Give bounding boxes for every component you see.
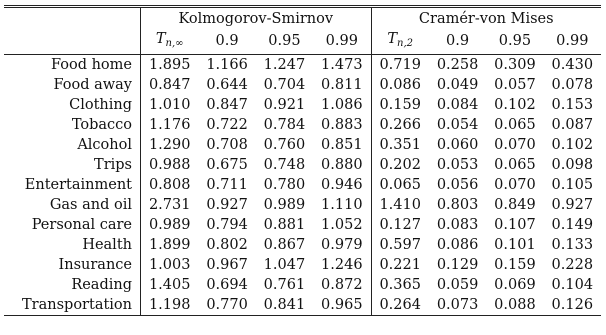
row-label: Entertainment xyxy=(4,175,141,195)
empty-corner-cell xyxy=(4,7,141,30)
ks-value-cell: 1.899 xyxy=(148,237,191,253)
ks-value-cell: 0.794 xyxy=(206,217,248,233)
cvm-value-cell: 0.069 xyxy=(494,277,536,293)
cvm-value-cell: 0.228 xyxy=(551,257,594,273)
ks-value-cell: 0.988 xyxy=(148,157,191,173)
cvm-value-cell: 0.104 xyxy=(551,277,594,293)
ks-value-cell: 0.851 xyxy=(321,137,363,153)
ks-value-cell: 0.847 xyxy=(148,77,191,93)
table-row xyxy=(4,235,601,255)
row-label: Insurance xyxy=(4,255,141,275)
ks-value-cell: 0.644 xyxy=(206,77,248,93)
cvm-value-cell: 0.202 xyxy=(371,155,429,175)
table-row xyxy=(4,215,601,235)
table-row xyxy=(4,95,601,115)
cvm-statistic-header xyxy=(371,29,429,55)
table-row xyxy=(4,195,601,215)
ks-quantile-header-095: 0.95 xyxy=(256,29,313,55)
table-row xyxy=(4,275,601,295)
ks-value-cell: 2.731 xyxy=(148,197,191,213)
table-row xyxy=(4,295,601,316)
ks-value-cell: 0.748 xyxy=(263,157,306,173)
cvm-value-cell: 0.849 xyxy=(494,197,536,213)
cvm-value-cell: 0.153 xyxy=(551,97,594,113)
ks-value-cell: 1.405 xyxy=(148,277,191,293)
cvm-value-cell: 0.070 xyxy=(494,177,536,193)
cvm-value-cell: 0.351 xyxy=(371,135,429,155)
row-label: Transportation xyxy=(4,295,141,316)
ks-value-cell: 0.675 xyxy=(206,157,248,173)
cvm-group-header: Cramér-von Mises xyxy=(371,7,601,30)
table-header xyxy=(4,7,601,55)
ks-value-cell: 0.989 xyxy=(263,197,306,213)
ks-value-cell: 1.110 xyxy=(321,197,363,213)
row-label: Reading xyxy=(4,275,141,295)
cvm-value-cell: 0.309 xyxy=(494,57,536,73)
cvm-quantile-header-095: 0.95 xyxy=(486,29,543,55)
cvm-value-cell: 0.086 xyxy=(371,75,429,95)
row-label: Clothing xyxy=(4,95,141,115)
results-table-container xyxy=(4,5,601,316)
empty-label-header xyxy=(4,29,141,55)
cvm-value-cell: 0.927 xyxy=(551,197,594,213)
ks-value-cell: 0.708 xyxy=(206,137,248,153)
ks-value-cell: 0.989 xyxy=(148,217,191,233)
cvm-value-cell: 0.258 xyxy=(436,57,479,73)
cvm-value-cell: 0.078 xyxy=(551,77,594,93)
cvm-value-cell: 0.221 xyxy=(371,255,429,275)
cvm-value-cell: 0.060 xyxy=(436,137,479,153)
cvm-value-cell: 0.803 xyxy=(436,197,479,213)
ks-value-cell: 0.722 xyxy=(206,117,248,133)
cvm-value-cell: 0.088 xyxy=(486,295,543,316)
ks-value-cell: 1.895 xyxy=(148,57,191,73)
row-label: Health xyxy=(4,235,141,255)
row-label: Personal care xyxy=(4,215,141,235)
ks-value-cell: 0.927 xyxy=(206,197,248,213)
table-row xyxy=(4,75,601,95)
cvm-value-cell: 0.102 xyxy=(494,97,536,113)
ks-value-cell: 0.881 xyxy=(263,217,306,233)
cvm-value-cell: 0.126 xyxy=(544,295,601,316)
table-row xyxy=(4,155,601,175)
row-label: Food away xyxy=(4,75,141,95)
cvm-value-cell: 1.410 xyxy=(371,195,429,215)
ks-value-cell: 1.003 xyxy=(148,257,191,273)
cvm-quantile-header-090: 0.9 xyxy=(429,29,486,55)
ks-value-cell: 0.711 xyxy=(206,177,248,193)
ks-quantile-header-090: 0.9 xyxy=(198,29,255,55)
ks-value-cell: 0.872 xyxy=(321,277,363,293)
ks-value-cell: 1.047 xyxy=(263,257,306,273)
cvm-value-cell: 0.430 xyxy=(551,57,594,73)
cvm-value-cell: 0.087 xyxy=(551,117,594,133)
cvm-value-cell: 0.266 xyxy=(371,115,429,135)
ks-value-cell: 0.808 xyxy=(148,177,191,193)
cvm-value-cell: 0.149 xyxy=(551,217,594,233)
ks-value-cell: 1.247 xyxy=(263,57,306,73)
ks-value-cell: 0.811 xyxy=(321,77,363,93)
ks-value-cell: 0.965 xyxy=(313,295,371,316)
ks-statistic-header xyxy=(141,29,199,55)
ks-value-cell: 1.052 xyxy=(321,217,363,233)
table-body xyxy=(4,55,601,316)
row-label: Alcohol xyxy=(4,135,141,155)
ks-value-cell: 0.946 xyxy=(321,177,363,193)
cvm-value-cell: 0.054 xyxy=(436,117,479,133)
row-label: Tobacco xyxy=(4,115,141,135)
ks-value-cell: 1.176 xyxy=(148,117,191,133)
cvm-value-cell: 0.049 xyxy=(436,77,479,93)
ks-value-cell: 0.780 xyxy=(263,177,306,193)
cvm-quantile-header-099: 0.99 xyxy=(544,29,601,55)
ks-value-cell: 1.086 xyxy=(321,97,363,113)
ks-value-cell: 0.784 xyxy=(263,117,306,133)
table-row xyxy=(4,175,601,195)
column-header-row xyxy=(4,29,601,55)
ks-value-cell: 0.761 xyxy=(263,277,306,293)
table-row xyxy=(4,135,601,155)
ks-value-cell: 0.867 xyxy=(263,237,306,253)
group-header-row xyxy=(4,7,601,30)
cvm-value-cell: 0.065 xyxy=(494,117,536,133)
ks-value-cell: 0.921 xyxy=(263,97,306,113)
ks-value-cell: 1.198 xyxy=(141,295,199,316)
ks-group-header: Kolmogorov-Smirnov xyxy=(141,7,372,30)
table-row xyxy=(4,115,601,135)
table-row xyxy=(4,55,601,76)
cvm-value-cell: 0.159 xyxy=(494,257,536,273)
cvm-value-cell: 0.105 xyxy=(551,177,594,193)
ks-value-cell: 1.166 xyxy=(206,57,248,73)
ks-value-cell: 1.473 xyxy=(321,57,363,73)
cvm-value-cell: 0.053 xyxy=(436,157,479,173)
cvm-value-cell: 0.107 xyxy=(494,217,536,233)
cvm-value-cell: 0.070 xyxy=(494,137,536,153)
row-label: Food home xyxy=(4,55,141,76)
cvm-value-cell: 0.101 xyxy=(494,237,536,253)
ks-quantile-header-099: 0.99 xyxy=(313,29,371,55)
ks-value-cell: 0.694 xyxy=(206,277,248,293)
cvm-value-cell: 0.083 xyxy=(436,217,479,233)
ks-value-cell: 0.880 xyxy=(321,157,363,173)
ks-value-cell: 0.841 xyxy=(256,295,313,316)
ks-value-cell: 0.979 xyxy=(321,237,363,253)
cvm-value-cell: 0.264 xyxy=(371,295,429,316)
ks-value-cell: 0.847 xyxy=(206,97,248,113)
cvm-value-cell: 0.159 xyxy=(371,95,429,115)
ks-value-cell: 0.704 xyxy=(263,77,306,93)
cvm-value-cell: 0.057 xyxy=(494,77,536,93)
cvm-value-cell: 0.719 xyxy=(371,55,429,76)
cvm-stat-symbol: T xyxy=(387,31,398,47)
cvm-value-cell: 0.065 xyxy=(494,157,536,173)
row-label: Trips xyxy=(4,155,141,175)
results-table xyxy=(4,5,601,316)
ks-value-cell: 0.802 xyxy=(206,237,248,253)
cvm-value-cell: 0.133 xyxy=(551,237,594,253)
ks-value-cell: 0.883 xyxy=(321,117,363,133)
ks-value-cell: 1.290 xyxy=(148,137,191,153)
cvm-value-cell: 0.127 xyxy=(371,215,429,235)
cvm-value-cell: 0.056 xyxy=(436,177,479,193)
cvm-value-cell: 0.059 xyxy=(436,277,479,293)
ks-stat-symbol: T xyxy=(155,31,166,47)
ks-value-cell: 0.967 xyxy=(206,257,248,273)
cvm-value-cell: 0.365 xyxy=(371,275,429,295)
ks-value-cell: 1.010 xyxy=(148,97,191,113)
cvm-value-cell: 0.129 xyxy=(436,257,479,273)
cvm-value-cell: 0.084 xyxy=(436,97,479,113)
cvm-value-cell: 0.073 xyxy=(429,295,486,316)
ks-value-cell: 0.760 xyxy=(263,137,306,153)
table-row xyxy=(4,255,601,275)
ks-stat-subscript: n,∞ xyxy=(165,38,184,49)
row-label: Gas and oil xyxy=(4,195,141,215)
cvm-stat-subscript: n,2 xyxy=(397,38,414,49)
ks-value-cell: 0.770 xyxy=(198,295,255,316)
cvm-value-cell: 0.102 xyxy=(551,137,594,153)
cvm-value-cell: 0.597 xyxy=(371,235,429,255)
cvm-value-cell: 0.086 xyxy=(436,237,479,253)
cvm-value-cell: 0.098 xyxy=(551,157,594,173)
ks-value-cell: 1.246 xyxy=(321,257,363,273)
cvm-value-cell: 0.065 xyxy=(371,175,429,195)
